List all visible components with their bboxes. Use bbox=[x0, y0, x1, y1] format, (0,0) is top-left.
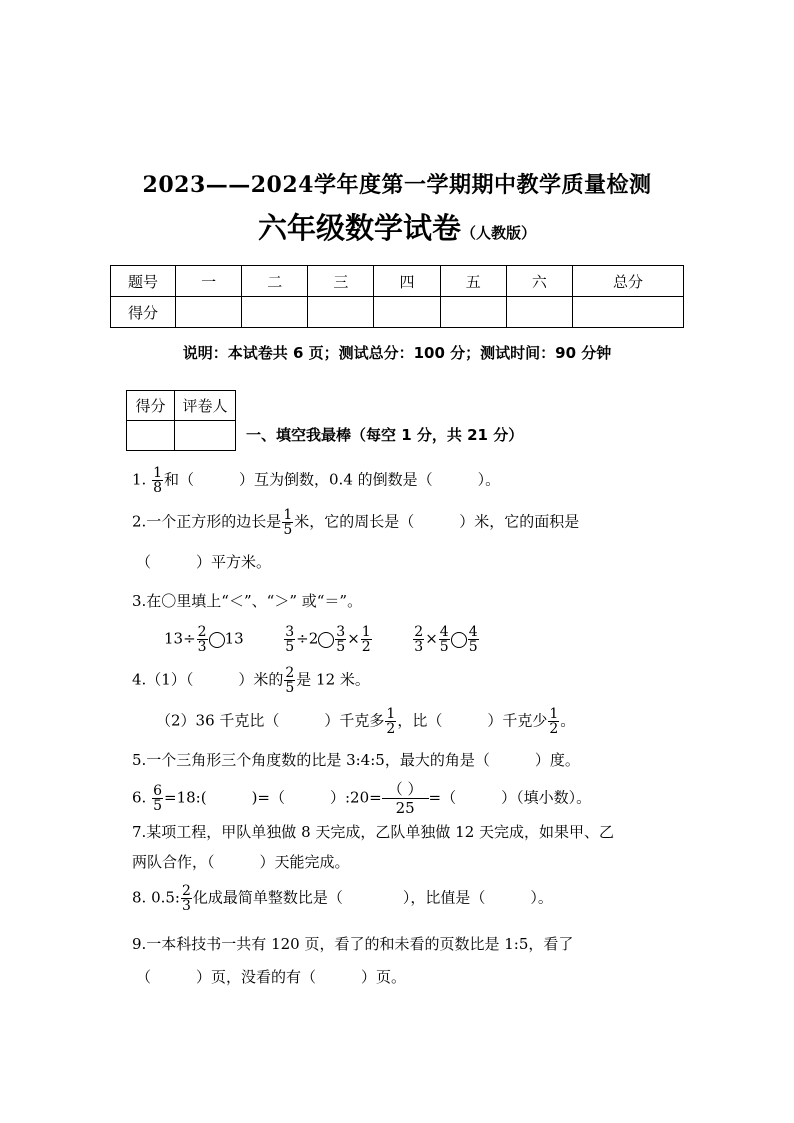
question-3: 3.在〇里填上“＜”、“＞” 或“＝”。 bbox=[132, 592, 363, 610]
numerator: 2 bbox=[197, 624, 207, 640]
numerator: （ ） bbox=[382, 780, 429, 799]
question-3-expressions bbox=[164, 625, 480, 654]
denominator: 2 bbox=[386, 721, 396, 737]
question-number: 6. bbox=[132, 788, 147, 807]
numerator: 1 bbox=[283, 507, 293, 523]
score-row-label: 得分 bbox=[111, 297, 176, 328]
denominator: 5 bbox=[285, 680, 295, 696]
expr-operator: × bbox=[425, 629, 438, 648]
question-2 bbox=[132, 508, 579, 537]
fraction bbox=[548, 707, 559, 736]
score-cell-header: 一 bbox=[176, 266, 242, 297]
denominator: 2 bbox=[361, 639, 371, 655]
fraction bbox=[152, 466, 163, 495]
score-cell-empty[interactable] bbox=[176, 297, 242, 328]
question-text: 。 bbox=[560, 711, 576, 730]
question-text: =（ ）（填小数）。 bbox=[428, 788, 592, 807]
fraction bbox=[181, 884, 192, 913]
question-5: 5.一个三角形三个角度数的比是 3:4:5，最大的角是（ ）度。 bbox=[132, 751, 580, 769]
score-table-score-row bbox=[111, 297, 684, 328]
expr-text: 13÷ bbox=[164, 629, 196, 648]
score-cell-empty[interactable] bbox=[506, 297, 572, 328]
numerator: 2 bbox=[414, 624, 424, 640]
exam-title-line2 bbox=[0, 206, 794, 247]
score-cell-empty[interactable] bbox=[440, 297, 506, 328]
numerator: 6 bbox=[153, 783, 163, 799]
edition-label: （人教版） bbox=[461, 224, 537, 242]
fraction bbox=[439, 625, 450, 654]
fraction bbox=[335, 625, 346, 654]
question-text: 和（ ）互为倒数，0.4 的倒数是（ ）。 bbox=[164, 470, 501, 489]
denominator: 5 bbox=[153, 798, 163, 814]
expr-operator: × bbox=[347, 629, 360, 648]
question-text: 4.（1）（ ）米的 bbox=[132, 670, 284, 689]
grader-name-label: 评卷人 bbox=[175, 391, 236, 421]
numerator: 3 bbox=[336, 624, 346, 640]
numerator: 4 bbox=[468, 624, 478, 640]
exam-instructions: 说明：本试卷共 6 页；测试总分：100 分；测试时间：90 分钟 bbox=[182, 344, 612, 362]
question-text: =18:( )=（ ）:20= bbox=[164, 788, 382, 807]
question-text: 化成最简单整数比是（ ），比值是（ ）。 bbox=[192, 888, 553, 907]
denominator: 8 bbox=[153, 480, 163, 496]
grader-name-cell[interactable] bbox=[175, 421, 236, 451]
numerator: 1 bbox=[361, 624, 371, 640]
score-cell-empty[interactable] bbox=[308, 297, 374, 328]
score-cell-header: 四 bbox=[374, 266, 440, 297]
score-cell-header: 题号 bbox=[111, 266, 176, 297]
exam-subject-title: 六年级数学试卷 bbox=[257, 211, 461, 245]
fraction bbox=[468, 625, 479, 654]
fraction bbox=[284, 625, 295, 654]
numerator: 1 bbox=[549, 706, 559, 722]
fraction bbox=[197, 625, 208, 654]
fraction bbox=[361, 625, 372, 654]
grader-table bbox=[126, 390, 236, 451]
denominator: 5 bbox=[283, 522, 293, 538]
question-1 bbox=[132, 466, 500, 495]
score-table bbox=[110, 265, 684, 328]
question-text: 是 12 米。 bbox=[296, 670, 370, 689]
denominator: 3 bbox=[182, 898, 191, 914]
question-9-line1: 9.一本科技书一共有 120 页，看了的和未看的页数比是 1:5，看了 bbox=[132, 935, 574, 953]
grader-score-cell[interactable] bbox=[127, 421, 175, 451]
numerator: 1 bbox=[386, 706, 396, 722]
denominator: 3 bbox=[197, 639, 207, 655]
fraction bbox=[284, 666, 295, 695]
denominator: 25 bbox=[395, 799, 415, 817]
question-2-line2: （ ）平方米。 bbox=[136, 553, 272, 571]
question-number: 1. bbox=[132, 470, 147, 489]
score-cell-header: 六 bbox=[506, 266, 572, 297]
expr-text: 13 bbox=[224, 629, 244, 648]
grader-score-label: 得分 bbox=[127, 391, 175, 421]
question-text: ，比（ ）千克少 bbox=[397, 711, 548, 730]
question-text: 2.一个正方形的边长是 bbox=[132, 512, 282, 531]
numerator: 2 bbox=[285, 665, 295, 681]
question-4-part2 bbox=[156, 707, 575, 736]
expr-text: ÷2 bbox=[296, 629, 319, 648]
denominator: 2 bbox=[549, 721, 559, 737]
score-cell-empty[interactable] bbox=[374, 297, 440, 328]
score-cell-header: 总分 bbox=[573, 266, 684, 297]
question-4 bbox=[132, 666, 370, 695]
denominator: 5 bbox=[285, 639, 295, 655]
fraction bbox=[152, 784, 163, 813]
question-7-line1: 7.某项工程，甲队单独做 8 天完成，乙队单独做 12 天完成，如果甲、乙 bbox=[132, 823, 615, 841]
score-cell-header: 三 bbox=[308, 266, 374, 297]
fraction bbox=[382, 780, 429, 817]
compare-circle[interactable] bbox=[209, 632, 225, 648]
score-cell-empty[interactable] bbox=[242, 297, 308, 328]
fraction bbox=[385, 707, 396, 736]
score-cell-header: 五 bbox=[440, 266, 506, 297]
compare-circle[interactable] bbox=[451, 632, 467, 648]
question-6 bbox=[132, 780, 591, 817]
numerator: 3 bbox=[285, 624, 295, 640]
question-text: 米，它的周长是（ ）米，它的面积是 bbox=[294, 512, 580, 531]
question-text: 8. 0.5: bbox=[132, 888, 180, 907]
compare-circle[interactable] bbox=[318, 632, 334, 648]
numerator: 1 bbox=[153, 465, 163, 481]
question-7-line2: 两队合作，（ ）天能完成。 bbox=[132, 853, 350, 871]
denominator: 5 bbox=[439, 639, 449, 655]
score-table-header-row bbox=[111, 266, 684, 297]
fraction bbox=[282, 508, 293, 537]
score-cell-header: 二 bbox=[242, 266, 308, 297]
exam-title-line1: 2023——2024学年度第一学期期中教学质量检测 bbox=[142, 172, 652, 198]
question-9-line2: （ ）页，没看的有（ ）页。 bbox=[136, 968, 407, 986]
denominator: 5 bbox=[468, 639, 478, 655]
section-1-title: 一、填空我最棒（每空 1 分，共 21 分） bbox=[246, 426, 524, 444]
denominator: 5 bbox=[336, 639, 346, 655]
fraction bbox=[413, 625, 424, 654]
score-cell-empty[interactable] bbox=[573, 297, 684, 328]
question-text: （2）36 千克比（ ）千克多 bbox=[156, 711, 385, 730]
denominator: 3 bbox=[414, 639, 424, 655]
question-8 bbox=[132, 884, 553, 913]
numerator: 2 bbox=[182, 883, 191, 899]
numerator: 4 bbox=[439, 624, 449, 640]
